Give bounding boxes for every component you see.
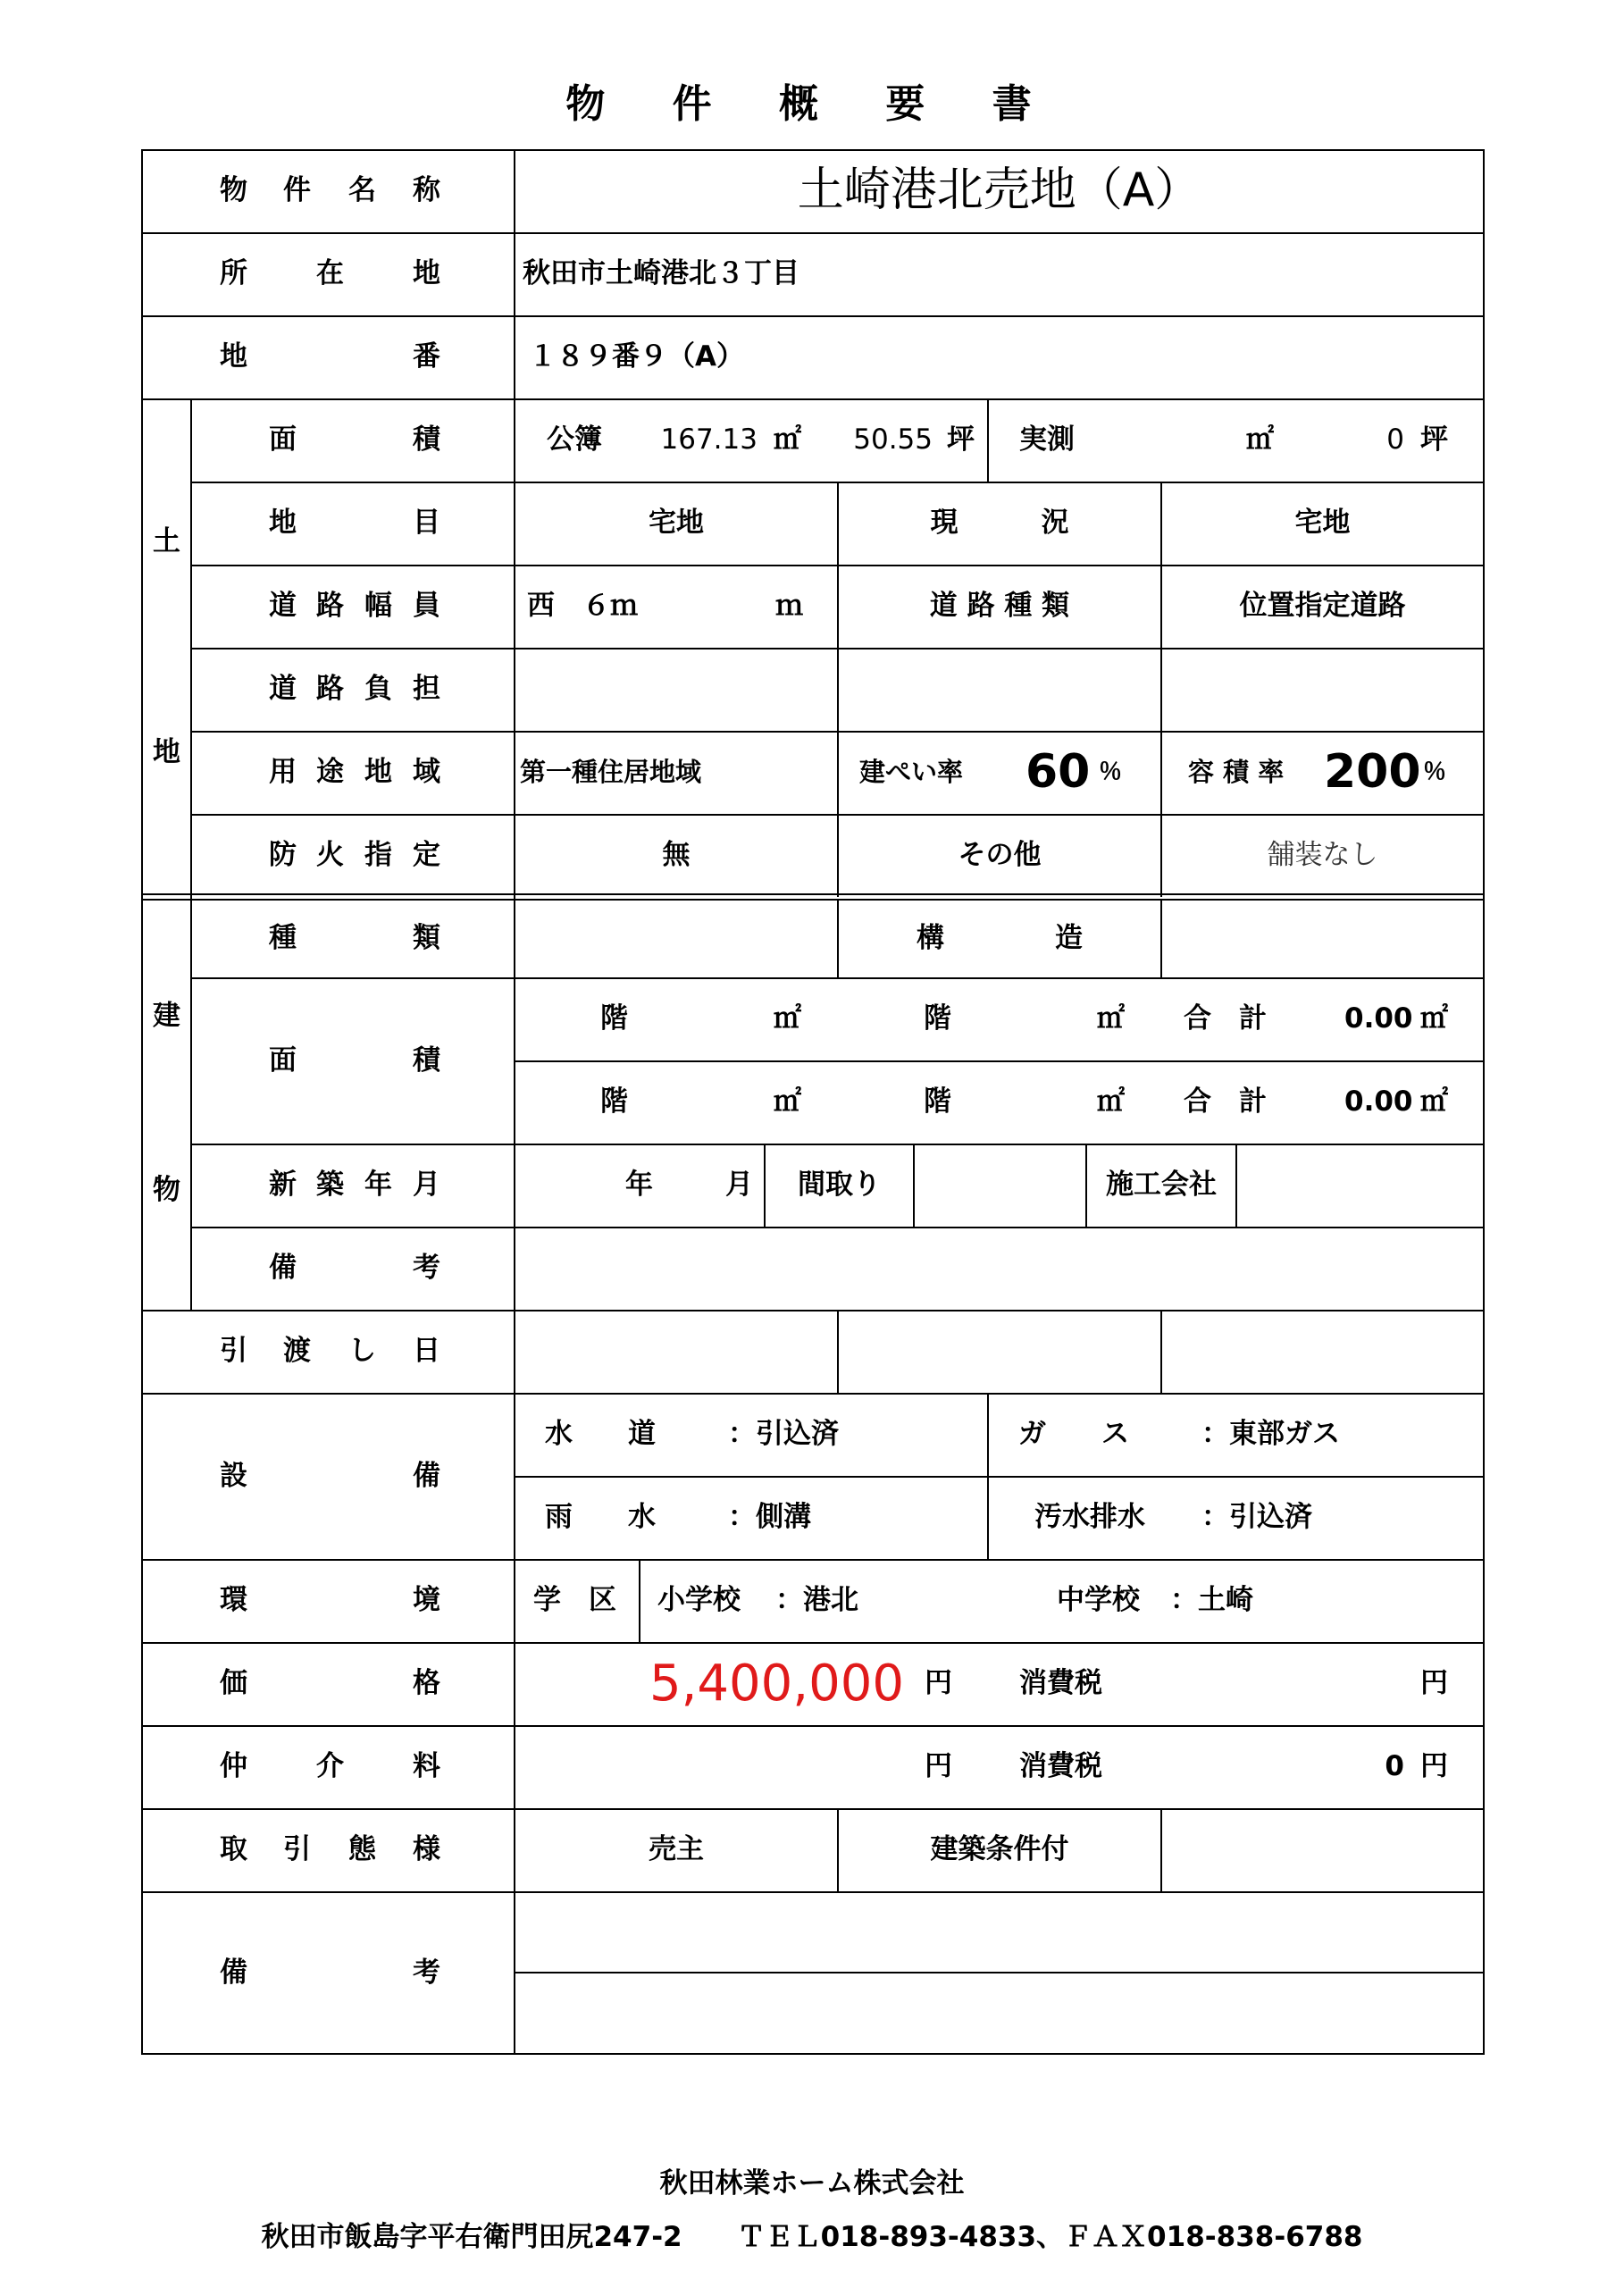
- registry-tsubo: 50.55: [853, 423, 933, 456]
- label-building-group-1: 建: [153, 1000, 180, 1032]
- brokerage-tax-yen: 円: [1420, 1750, 1448, 1782]
- rain-value: ：側溝: [728, 1501, 811, 1533]
- brokerage-tax-amount: 0: [1385, 1750, 1404, 1782]
- land-category-value: 宅地: [649, 507, 704, 539]
- rain-label: 雨 水: [545, 1501, 656, 1533]
- status-label: 現 況: [930, 507, 1069, 539]
- lot-number: １８９番９（A）: [529, 340, 744, 373]
- other-value: 舗装なし: [1267, 839, 1378, 871]
- bcr-label: 建ぺい率: [859, 757, 964, 787]
- structure-label: 構 造: [917, 922, 1083, 954]
- fire-value: 無: [662, 839, 691, 871]
- brokerage-tax-label: 消費税: [1019, 1750, 1102, 1782]
- registry-sqm: 167.13: [660, 423, 758, 456]
- status-value: 宅地: [1294, 507, 1351, 539]
- survey-sqm-unit: ㎡: [1246, 423, 1274, 456]
- elementary-value: ：港北: [775, 1584, 858, 1616]
- builder-label: 施工会社: [1106, 1169, 1217, 1201]
- sewage-value: ：引込済: [1201, 1501, 1312, 1533]
- price-yen: 円: [925, 1667, 952, 1699]
- survey-tsubo-unit: 坪: [1420, 423, 1448, 456]
- gas-value: ：東部ガス: [1201, 1418, 1340, 1450]
- survey-tsubo: 0: [1386, 423, 1404, 456]
- company-name: 秋田林業ホーム株式会社: [659, 2167, 965, 2200]
- property-location: 秋田市土崎港北３丁目: [523, 257, 799, 289]
- school-district-label: 学 区: [533, 1584, 616, 1616]
- price-tax-label: 消費税: [1019, 1667, 1102, 1699]
- far-percent: ％: [1423, 758, 1447, 785]
- sewage-label: 汚水排水: [1034, 1501, 1145, 1533]
- transaction-condition: 建築条件付: [930, 1833, 1069, 1865]
- survey-label: 実測: [1019, 423, 1075, 456]
- bcr-value: 60: [1025, 745, 1091, 799]
- water-value: ：引込済: [728, 1418, 839, 1450]
- far-value: 200: [1324, 745, 1421, 799]
- road-type-value: 位置指定道路: [1239, 590, 1406, 622]
- gas-label: ガ ス: [1018, 1418, 1129, 1450]
- registry-sqm-unit: ㎡: [774, 423, 801, 456]
- registry-tsubo-unit: 坪: [947, 423, 975, 456]
- layout-label: 間取り: [798, 1169, 881, 1201]
- zoning-value: 第一種住居地域: [520, 757, 702, 787]
- label-land-group-2: 地: [153, 736, 180, 768]
- registry-label: 公簿: [547, 423, 602, 456]
- price-amount: 5,400,000: [649, 1655, 904, 1713]
- built-month: 月: [725, 1169, 753, 1201]
- far-label: 容 積 率: [1188, 757, 1285, 787]
- bcr-percent: ％: [1099, 758, 1123, 785]
- label-land-group-1: 土: [153, 525, 180, 557]
- water-label: 水 道: [545, 1418, 656, 1450]
- built-year: 年: [625, 1169, 653, 1201]
- road-type-label: 道 路 種 類: [929, 590, 1070, 622]
- junior-value: ：土崎: [1170, 1584, 1253, 1616]
- road-width-unit: ｍ: [775, 590, 803, 622]
- elementary-label: 小学校: [657, 1584, 741, 1616]
- property-name: 土崎港北売地（A）: [797, 163, 1201, 217]
- road-width-value: 西 ６ｍ: [527, 590, 638, 622]
- company-address-contact: 秋田市飯島字平右衛門田尻247-2 ＴＥＬ018-893-4833、ＦＡＸ018-838-6788: [261, 2221, 1363, 2253]
- junior-label: 中学校: [1057, 1584, 1140, 1616]
- price-tax-yen: 円: [1420, 1667, 1448, 1699]
- document-title: 物 件 概 要 書: [565, 81, 1059, 127]
- brokerage-yen: 円: [925, 1750, 952, 1782]
- other-label: その他: [958, 839, 1042, 871]
- label-building-group-2: 物: [153, 1174, 180, 1206]
- transaction-mode: 売主: [649, 1833, 704, 1865]
